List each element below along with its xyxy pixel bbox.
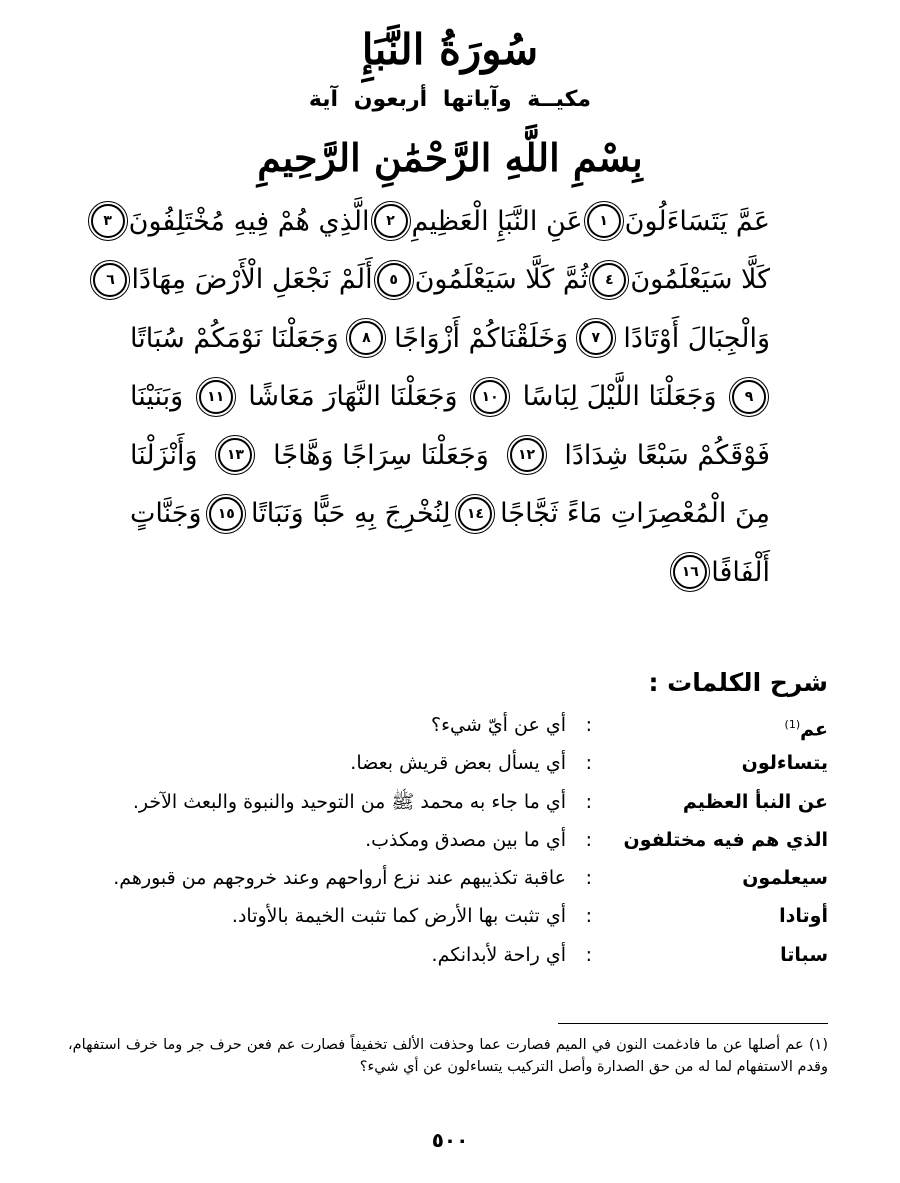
footnote-divider bbox=[558, 1023, 828, 1024]
verse-text: الَّذِي هُمْ فِيهِ مُخْتَلِفُونَ bbox=[128, 205, 370, 237]
ayah-number-marker: ٣ bbox=[91, 204, 125, 238]
glossary-colon: : bbox=[585, 943, 592, 966]
glossary-colon: : bbox=[585, 752, 592, 775]
glossary-term: يتساءلون bbox=[741, 752, 828, 775]
ayah-number-marker: ١٠ bbox=[473, 380, 507, 414]
basmala: بِسْمِ اللَّهِ الرَّحْمَٰنِ الرَّحِيمِ bbox=[257, 135, 643, 180]
page-number: ٥٠٠ bbox=[431, 1128, 469, 1152]
verse-line bbox=[130, 309, 770, 368]
ayah-number-marker: ٨ bbox=[349, 321, 383, 355]
verse-line bbox=[130, 368, 770, 427]
ayah-number-marker: ١ bbox=[587, 204, 621, 238]
verse-text: مِنَ الْمُعْصِرَاتِ مَاءً ثَجَّاجًا bbox=[500, 498, 770, 530]
verse-text: فَوْقَكُمْ سَبْعًا شِدَادًا bbox=[564, 439, 770, 471]
glossary-colon: : bbox=[585, 790, 592, 813]
glossary-row bbox=[68, 897, 828, 935]
footnote: (١) عم أصلها عن ما فادغمت النون في الميم فصارت عما وحذفت الألف تخفيفاً فصارت عم فعن حرف جر وما خرف استفهام، وقدم الاستفهام لما له من حق الصدارة وأصل التركيب يتساءلون عن أي شيء؟ bbox=[68, 1037, 828, 1075]
glossary-term: عن النبأ العظيم bbox=[682, 790, 828, 813]
ayah-number-marker: ٥ bbox=[377, 263, 411, 297]
verse-text: أَلَمْ نَجْعَلِ الْأَرْضَ مِهَادًا bbox=[131, 264, 373, 296]
glossary-definition: أي ما جاء به محمد ﷺ من التوحيد والنبوة والبعث الآخر. bbox=[132, 790, 566, 813]
verse-text: وَجَنَّاتٍ bbox=[130, 498, 202, 530]
glossary-colon: : bbox=[585, 905, 592, 928]
verse-text: وَبَنَيْنَا bbox=[130, 381, 184, 413]
ayah-number-marker: ١٥ bbox=[209, 497, 243, 531]
ayah-number-marker: ١٢ bbox=[510, 438, 544, 472]
verse-text: عَمَّ يَتَسَاءَلُونَ bbox=[624, 205, 770, 237]
glossary-definition: عاقبة تكذيبهم عند نزع أرواحهم وعند خروجهم من قبورهم. bbox=[113, 867, 566, 890]
glossary-row bbox=[68, 859, 828, 897]
verse-text: كَلَّا سَيَعْلَمُونَ bbox=[630, 264, 770, 296]
verse-text: وَخَلَقْنَاكُمْ أَزْوَاجًا bbox=[394, 322, 569, 354]
ayah-number-marker: ١١ bbox=[199, 380, 233, 414]
glossary-definition: أي عن أيّ شيء؟ bbox=[431, 714, 566, 736]
verse-line bbox=[103, 192, 770, 251]
footnote-ref: (1) bbox=[784, 718, 801, 731]
glossary-term: الذي هم فيه مختلفون bbox=[623, 828, 828, 851]
verse-text: ثُمَّ كَلَّا سَيَعْلَمُونَ bbox=[414, 264, 589, 296]
ayah-number-marker: ٦ bbox=[93, 263, 127, 297]
glossary-row bbox=[68, 936, 828, 974]
ayah-number-marker: ١٣ bbox=[218, 438, 252, 472]
verse-text: وَجَعَلْنَا اللَّيْلَ لِبَاسًا bbox=[522, 381, 717, 413]
glossary-term: سيعلمون bbox=[742, 867, 828, 890]
glossary-definition: أي تثبت بها الأرض كما تثبت الخيمة بالأوتاد. bbox=[231, 905, 566, 928]
verse-text: لِنُخْرِجَ بِهِ حَبًّا وَنَبَاتًا bbox=[251, 498, 451, 530]
glossary-row bbox=[68, 744, 828, 782]
glossary-term: أوتادا bbox=[779, 905, 828, 928]
glossary-list bbox=[68, 706, 828, 974]
verse-text: عَنِ النَّبَإِ الْعَظِيمِ bbox=[411, 205, 583, 237]
glossary-heading: شرح الكلمات : bbox=[648, 668, 828, 697]
glossary-row bbox=[68, 821, 828, 859]
ayah-number-marker: ١٤ bbox=[458, 497, 492, 531]
glossary-term: سباتا bbox=[780, 943, 828, 966]
verse-text: وَالْجِبَالَ أَوْتَادًا bbox=[623, 322, 770, 354]
ayah-number-marker: ٧ bbox=[579, 321, 613, 355]
verse-text: وَجَعَلْنَا سِرَاجًا وَهَّاجًا bbox=[273, 439, 489, 471]
glossary-row bbox=[68, 783, 828, 821]
ayah-number-marker: ٤ bbox=[592, 263, 626, 297]
glossary-row bbox=[68, 706, 828, 744]
surah-subtitle: مكيــة وآياتها أربعون آية bbox=[308, 87, 592, 112]
glossary-definition: أي راحة لأبدانكم. bbox=[431, 943, 566, 966]
verse-text: وَجَعَلْنَا نَوْمَكُمْ سُبَاتًا bbox=[130, 322, 339, 354]
verse-text: أَلْفَافًا bbox=[711, 556, 770, 588]
ayah-number-marker: ٩ bbox=[732, 380, 766, 414]
verse-line bbox=[130, 426, 770, 485]
verse-text: وَجَعَلْنَا النَّهَارَ مَعَاشًا bbox=[248, 381, 458, 413]
verse-line bbox=[106, 251, 770, 310]
verse-line bbox=[130, 485, 770, 544]
glossary-colon: : bbox=[585, 867, 592, 890]
verses-block bbox=[103, 192, 770, 602]
verse-line bbox=[130, 543, 770, 602]
glossary-term: عم$^{(1)}$ bbox=[784, 718, 828, 741]
glossary-colon: : bbox=[585, 828, 592, 851]
verse-text: وَأَنْزَلْنَا bbox=[130, 439, 198, 471]
ayah-number-marker: ١٦ bbox=[673, 555, 707, 589]
glossary-definition: أي يسأل بعض قريش بعضا. bbox=[350, 752, 566, 775]
glossary-colon: : bbox=[585, 714, 592, 736]
ayah-number-marker: ٢ bbox=[374, 204, 408, 238]
glossary-definition: أي ما بين مصدق ومكذب. bbox=[365, 828, 566, 851]
surah-title: سُورَةُ النَّبَإِ bbox=[361, 25, 539, 74]
